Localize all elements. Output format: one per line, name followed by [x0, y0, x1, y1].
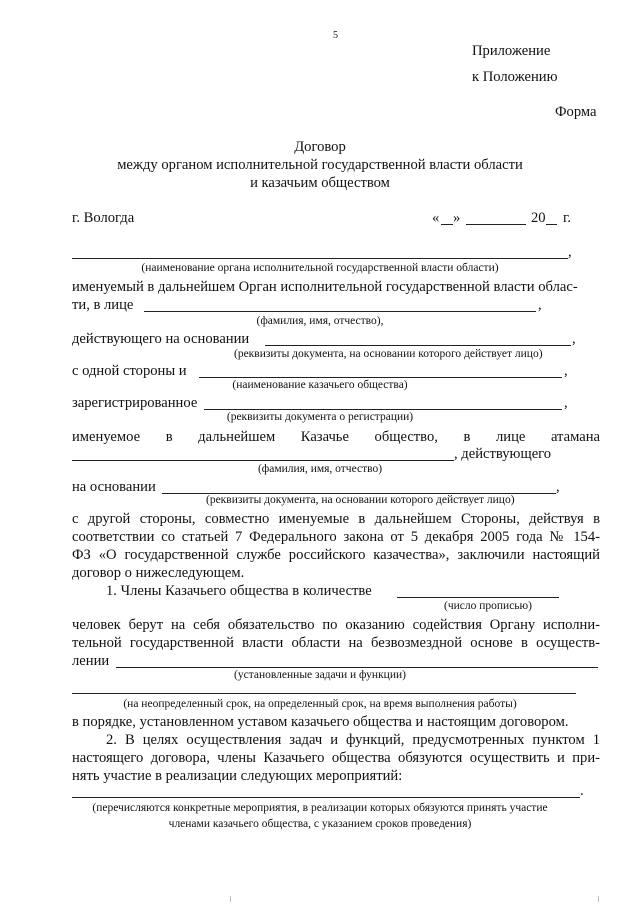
date-open-quote: « — [432, 210, 440, 226]
acting-basis-label: действующего на основании — [72, 331, 250, 347]
date-month-blank[interactable] — [466, 224, 526, 225]
term-blank[interactable] — [72, 693, 576, 694]
clause-1-line: человек берут на себя обязательство по оказанию содействия Органу исполни- — [72, 617, 600, 633]
official-fio-blank[interactable] — [144, 311, 536, 312]
form-label: Форма — [555, 104, 597, 120]
comma-official: , — [538, 297, 542, 313]
clause-1-lenii: лении — [72, 653, 110, 669]
named-society-line — [72, 428, 600, 446]
one-side-label: с одной стороны и — [72, 363, 187, 379]
word: Казачье — [300, 429, 349, 445]
word: в — [165, 429, 173, 445]
paragraph-line-last: договор о нижеследующем. — [72, 565, 245, 581]
date-close-quote: » — [453, 210, 461, 226]
scan-mark — [230, 896, 231, 902]
caption-docs-person-2: (реквизиты документа, на основании которого действует лицо) — [206, 494, 515, 506]
word: именуемое — [72, 429, 141, 445]
basis-document-blank[interactable] — [265, 345, 571, 346]
registered-label: зарегистрированное — [72, 395, 198, 411]
caption-registration: (реквизиты документа о регистрации) — [226, 411, 414, 423]
word: в — [463, 429, 471, 445]
referred-authority-line: именуемый в дальнейшем Орган исполнительной государственной власти облас- — [72, 279, 578, 295]
appendix-label: Приложение — [472, 43, 551, 59]
on-basis-label: на основании — [72, 479, 156, 495]
caption-term: (на неопределенный срок, на определенный срок, на время выполнения работы) — [123, 698, 517, 710]
word: дальнейшем — [198, 429, 276, 445]
date-day-blank[interactable] — [441, 224, 453, 225]
scan-mark — [598, 896, 599, 902]
document-title: Договор — [294, 139, 346, 155]
word: общество, — [374, 429, 438, 445]
caption-authority: (наименование органа исполнительной государственной власти области) — [141, 262, 499, 274]
comma-authority: , — [568, 244, 572, 260]
word: атамана — [550, 429, 600, 445]
clause-1-heading: 1. Члены Казачьего общества в количестве — [106, 583, 372, 599]
in-person-label: ти, в лице — [72, 297, 134, 313]
comma-society: , — [564, 363, 568, 379]
caption-tasks: (установленные задачи и функции) — [234, 669, 406, 681]
place-label: г. Вологда — [72, 210, 135, 226]
authority-name-blank[interactable] — [72, 258, 568, 259]
comma-registration: , — [564, 395, 568, 411]
ataman-fio-blank[interactable] — [72, 460, 454, 461]
document-subtitle-line1: между органом исполнительной государственной власти области — [117, 157, 523, 173]
document-subtitle-line2: и казачьим обществом — [250, 175, 390, 191]
date-year-prefix: 20 — [531, 210, 546, 226]
comma-basis: , — [572, 331, 576, 347]
paragraph-line: соответствии со статьей 7 Федерального закона от 5 декабря 2005 года № 154- — [72, 529, 600, 545]
order-line: в порядке, установленном уставом казачьего общества и настоящим договором. — [72, 714, 569, 730]
comma-ataman-basis: , — [556, 479, 560, 495]
page-number: 5 — [333, 30, 338, 41]
word: лице — [495, 429, 526, 445]
events-blank[interactable] — [72, 797, 580, 798]
clause-2-line: настоящего договора, члены Казачьего общества обязуются осуществить и при- — [72, 750, 600, 766]
date-year-suffix: г. — [563, 210, 571, 226]
caption-docs-person: (реквизиты документа, на основании которого действует лицо) — [234, 348, 543, 360]
paragraph-line: ФЗ «О государственной службе российского казачества», заключили настоящий — [72, 547, 600, 563]
clause-2-line-last: нять участие в реализации следующих мероприятий: — [72, 768, 403, 784]
date-year-blank[interactable] — [546, 224, 557, 225]
caption-events-1: (перечисляются конкретные мероприятия, в реализации которых обязуются принять участие — [92, 802, 548, 814]
members-count-blank[interactable] — [397, 597, 559, 598]
caption-fio-1: (фамилия, имя, отчество), — [256, 315, 384, 327]
caption-events-2: членами казачьего общества, с указанием сроков проведения) — [168, 818, 472, 830]
caption-count: (число прописью) — [444, 600, 532, 612]
regulation-label: к Положению — [472, 69, 558, 85]
clause-2-line-first: 2. В целях осуществления задач и функций, предусмотренных пунктом 1 — [106, 732, 600, 748]
period-events: . — [580, 783, 584, 799]
clause-1-line: тельной государственной власти области на безвозмездной основе в осуществ- — [72, 635, 600, 651]
paragraph-line: с другой стороны, совместно именуемые в дальнейшем Стороны, действуя в — [72, 511, 600, 527]
caption-society: (наименование казачьего общества) — [232, 379, 408, 391]
caption-fio-2: (фамилия, имя, отчество) — [257, 463, 383, 475]
acting-label-2: , действующего — [454, 446, 552, 462]
